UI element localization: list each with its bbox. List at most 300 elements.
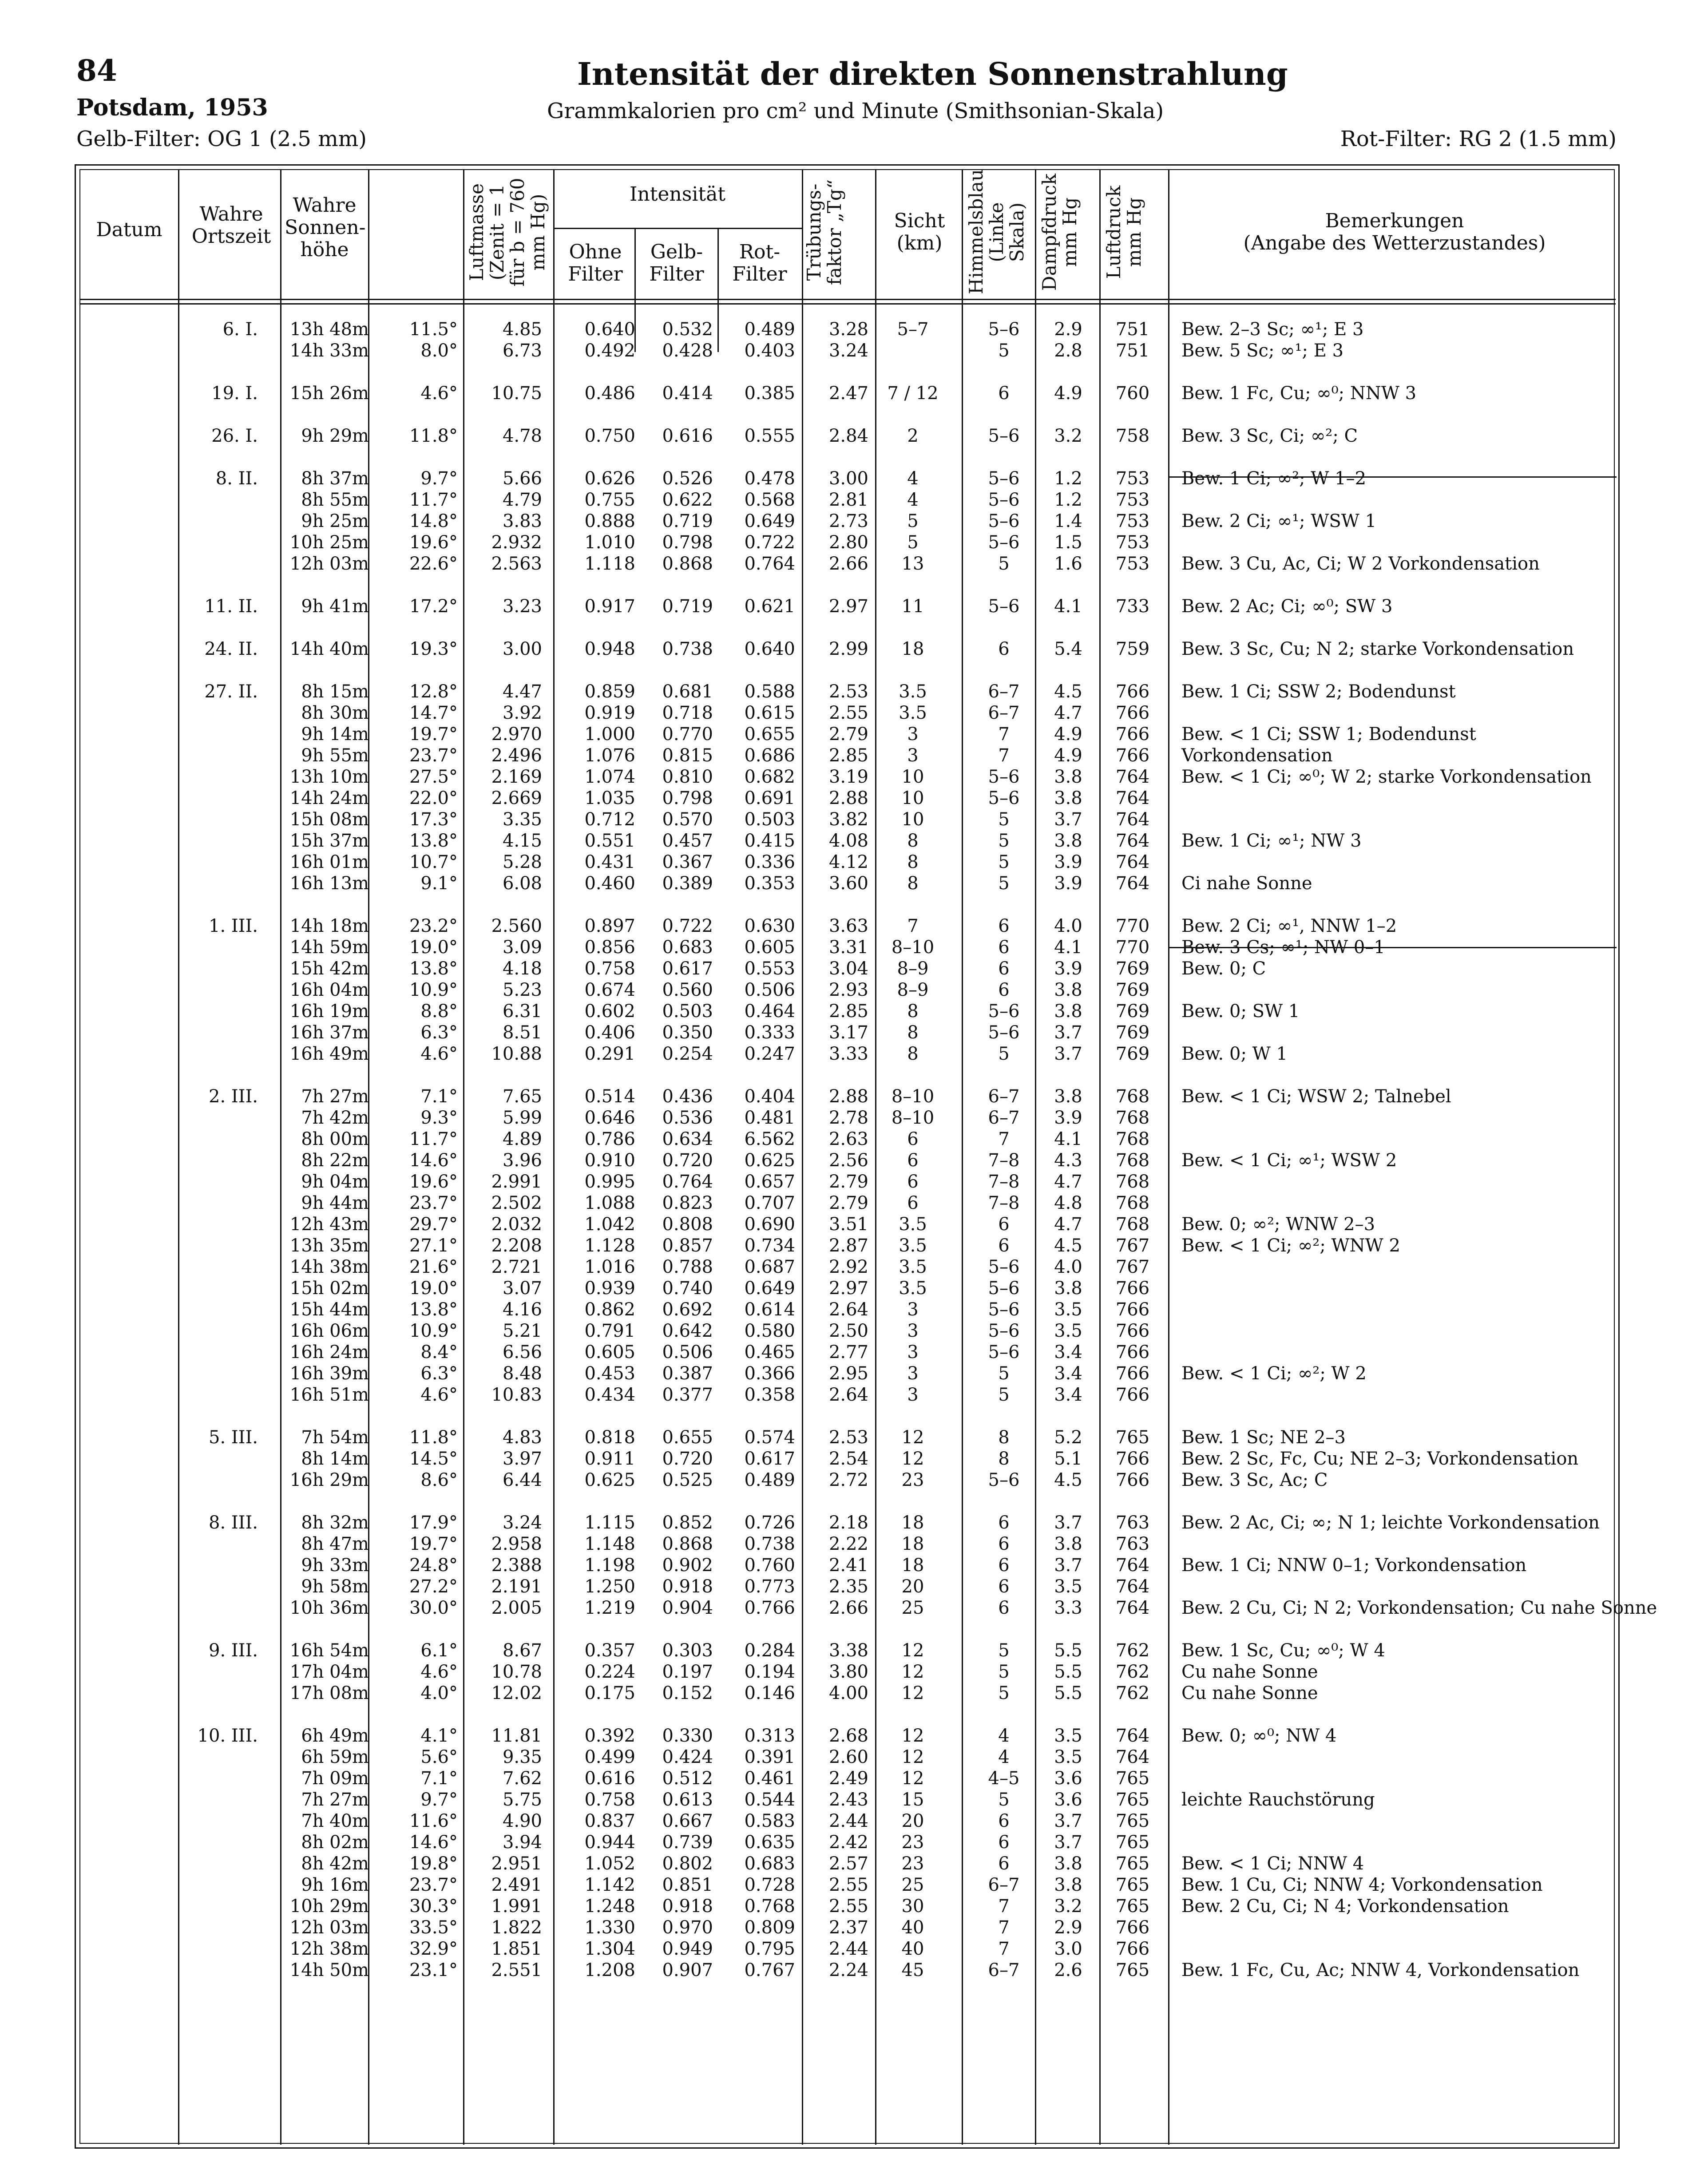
cell-gelb: 0.868 — [662, 1534, 713, 1554]
cell-luft: 4.47 — [502, 681, 542, 702]
cell-sicht: 8 — [907, 873, 919, 894]
cell-sicht: 8 — [907, 852, 919, 872]
cell-time: 8h 30m — [301, 703, 369, 723]
cell-himm: 7 — [998, 1896, 1010, 1916]
cell-tg: 2.87 — [828, 1235, 868, 1256]
header-bemerkungen: Bemerkungen — [1325, 210, 1464, 232]
cell-dampf: 3.8 — [1054, 767, 1082, 787]
cell-druck: 760 — [1115, 383, 1150, 404]
table-row — [76, 830, 1612, 851]
cell-rot: 0.687 — [744, 1257, 795, 1277]
table-row — [76, 1683, 1612, 1704]
cell-ohne: 0.910 — [584, 1150, 635, 1171]
cell-hoehe: 30.3° — [409, 1896, 458, 1916]
cell-bem: Bew. 2 Sc, Fc, Cu; NE 2–3; Vorkondensation — [1181, 1449, 1579, 1469]
cell-sicht: 8–10 — [891, 937, 935, 958]
cell-ohne: 1.198 — [584, 1555, 635, 1576]
cell-himm: 4–5 — [988, 1768, 1020, 1789]
cell-himm: 6 — [998, 1235, 1010, 1256]
cell-ohne: 1.219 — [584, 1598, 635, 1618]
cell-druck: 769 — [1115, 1044, 1150, 1064]
cell-time: 17h 04m — [289, 1662, 369, 1682]
yellow-filter-note: Gelb-Filter: OG 1 (2.5 mm) — [76, 127, 367, 151]
cell-ohne: 0.944 — [584, 1832, 635, 1853]
cell-druck: 766 — [1115, 1299, 1150, 1320]
cell-gelb: 0.350 — [662, 1022, 713, 1043]
cell-gelb: 0.503 — [662, 1001, 713, 1022]
cell-tg: 2.63 — [828, 1129, 868, 1149]
cell-himm: 5–6 — [988, 1001, 1020, 1022]
cell-hoehe: 23.2° — [409, 916, 458, 936]
cell-himm: 5–6 — [988, 788, 1020, 808]
cell-date: 2. III. — [209, 1086, 258, 1107]
table-row — [76, 1917, 1612, 1938]
cell-bem: Bew. 1 Cu, Ci; NNW 4; Vorkondensation — [1181, 1875, 1543, 1895]
cell-time: 10h 36m — [289, 1598, 369, 1618]
cell-druck: 764 — [1115, 1555, 1150, 1576]
cell-himm: 6 — [998, 1576, 1010, 1597]
cell-sicht: 3.5 — [899, 681, 927, 702]
cell-sicht: 40 — [901, 1939, 924, 1959]
cell-luft: 2.721 — [491, 1257, 542, 1277]
cell-hoehe: 14.6° — [409, 1832, 458, 1853]
header-intensitaet: Intensität — [629, 183, 726, 206]
cell-rot: 0.773 — [744, 1576, 795, 1597]
cell-druck: 753 — [1115, 554, 1150, 574]
cell-luft: 3.97 — [502, 1449, 542, 1469]
cell-sicht: 2 — [907, 426, 919, 446]
cell-druck: 770 — [1115, 937, 1150, 958]
cell-himm: 5–6 — [988, 1299, 1020, 1320]
table-row — [76, 1555, 1612, 1576]
cell-himm: 6–7 — [988, 1960, 1020, 1980]
cell-druck: 765 — [1115, 1811, 1150, 1831]
cell-ohne: 1.148 — [584, 1534, 635, 1554]
cell-dampf: 3.7 — [1054, 1022, 1082, 1043]
cell-luft: 2.991 — [491, 1172, 542, 1192]
cell-himm: 7 — [998, 1917, 1010, 1938]
cell-rot: 0.403 — [744, 341, 795, 361]
cell-druck: 765 — [1115, 1896, 1150, 1916]
cell-rot: 0.734 — [744, 1235, 795, 1256]
header-dampfdruck: Dampfdruck mm Hg — [1038, 174, 1081, 291]
cell-ohne: 0.837 — [584, 1811, 635, 1831]
cell-hoehe: 19.6° — [409, 532, 458, 553]
cell-ohne: 1.052 — [584, 1853, 635, 1874]
table-row — [76, 1874, 1612, 1896]
cell-dampf: 1.4 — [1054, 511, 1082, 531]
cell-ohne: 1.010 — [584, 532, 635, 553]
cell-dampf: 3.9 — [1054, 852, 1082, 872]
cell-dampf: 3.9 — [1054, 1108, 1082, 1128]
cell-rot: 0.655 — [744, 724, 795, 744]
cell-druck: 762 — [1115, 1640, 1150, 1661]
cell-gelb: 0.720 — [662, 1449, 713, 1469]
cell-tg: 2.79 — [828, 724, 868, 744]
cell-hoehe: 14.6° — [409, 1150, 458, 1171]
cell-dampf: 3.8 — [1054, 1086, 1082, 1107]
cell-time: 8h 15m — [301, 681, 369, 702]
cell-druck: 764 — [1115, 767, 1150, 787]
cell-dampf: 1.2 — [1054, 468, 1082, 489]
cell-druck: 769 — [1115, 1001, 1150, 1022]
cell-druck: 764 — [1115, 788, 1150, 808]
cell-luft: 2.191 — [491, 1576, 542, 1597]
cell-time: 8h 14m — [301, 1449, 369, 1469]
cell-luft: 5.28 — [502, 852, 542, 872]
cell-himm: 7 — [998, 724, 1010, 744]
cell-sicht: 5–7 — [897, 319, 929, 340]
cell-hoehe: 19.8° — [409, 1853, 458, 1874]
cell-date: 24. II. — [204, 639, 258, 659]
table-row — [76, 596, 1612, 617]
header-sicht: Sicht (km) — [894, 210, 945, 254]
cell-luft: 2.169 — [491, 767, 542, 787]
cell-luft: 2.560 — [491, 916, 542, 936]
cell-himm: 6 — [998, 980, 1010, 1000]
cell-tg: 2.41 — [828, 1555, 868, 1576]
cell-luft: 4.18 — [502, 958, 542, 979]
table-row — [76, 1235, 1612, 1256]
cell-luft: 3.94 — [502, 1832, 542, 1853]
cell-rot: 0.506 — [744, 980, 795, 1000]
cell-sicht: 10 — [901, 767, 924, 787]
cell-dampf: 1.6 — [1054, 554, 1082, 574]
cell-tg: 4.08 — [828, 831, 868, 851]
cell-luft: 3.24 — [502, 1513, 542, 1533]
cell-druck: 767 — [1115, 1257, 1150, 1277]
table-row — [76, 1746, 1612, 1768]
cell-time: 9h 58m — [301, 1576, 369, 1597]
cell-gelb: 0.570 — [662, 809, 713, 830]
cell-sicht: 3 — [907, 745, 919, 766]
cell-hoehe: 6.3° — [420, 1022, 458, 1043]
cell-rot: 0.722 — [744, 532, 795, 553]
cell-gelb: 0.560 — [662, 980, 713, 1000]
cell-luft: 4.89 — [502, 1129, 542, 1149]
cell-hoehe: 8.8° — [420, 1001, 458, 1022]
cell-sicht: 12 — [901, 1747, 924, 1767]
cell-tg: 2.64 — [828, 1385, 868, 1405]
cell-rot: 0.682 — [744, 767, 795, 787]
cell-tg: 4.00 — [828, 1683, 868, 1703]
cell-druck: 753 — [1115, 532, 1150, 553]
cell-time: 16h 06m — [289, 1321, 369, 1341]
cell-druck: 762 — [1115, 1683, 1150, 1703]
cell-druck: 766 — [1115, 1342, 1150, 1362]
cell-dampf: 2.9 — [1054, 319, 1082, 340]
cell-date: 10. III. — [197, 1726, 258, 1746]
cell-time: 14h 40m — [289, 639, 369, 659]
cell-bem: Bew. 1 Fc, Cu; ∞⁰; NNW 3 — [1181, 383, 1417, 404]
cell-tg: 2.24 — [828, 1960, 868, 1980]
page-title: Intensität der direkten Sonnenstrahlung — [577, 55, 1288, 92]
cell-rot: 0.580 — [744, 1321, 795, 1341]
cell-sicht: 7 — [907, 916, 919, 936]
cell-dampf: 3.6 — [1054, 1768, 1082, 1789]
cell-hoehe: 4.6° — [420, 383, 458, 404]
cell-hoehe: 4.6° — [420, 1044, 458, 1064]
header-bemerkungen-sub: (Angabe des Wetterzustandes) — [1243, 232, 1546, 254]
cell-time: 16h 13m — [289, 873, 369, 894]
table-row — [76, 1725, 1612, 1746]
cell-gelb: 0.719 — [662, 596, 713, 617]
table-row — [76, 1086, 1612, 1107]
cell-himm: 8 — [998, 1427, 1010, 1448]
cell-luft: 2.958 — [491, 1534, 542, 1554]
cell-druck: 769 — [1115, 980, 1150, 1000]
cell-rot: 0.391 — [744, 1747, 795, 1767]
cell-hoehe: 17.2° — [409, 596, 458, 617]
cell-ohne: 0.995 — [584, 1172, 635, 1192]
header-himmelsblau: Himmelsblau (Linke Skala) — [965, 169, 1028, 294]
cell-hoehe: 22.0° — [409, 788, 458, 808]
cell-luft: 11.81 — [491, 1726, 542, 1746]
cell-luft: 4.90 — [502, 1811, 542, 1831]
cell-ohne: 0.175 — [584, 1683, 635, 1703]
cell-gelb: 0.852 — [662, 1513, 713, 1533]
cell-dampf: 3.7 — [1054, 1832, 1082, 1853]
header-gelb-filter: Gelb-Filter — [649, 241, 704, 285]
cell-druck: 768 — [1115, 1150, 1150, 1171]
cell-luft: 7.65 — [502, 1086, 542, 1107]
cell-luft: 3.07 — [502, 1278, 542, 1299]
cell-tg: 3.82 — [828, 809, 868, 830]
cell-tg: 2.85 — [828, 1001, 868, 1022]
table-row — [76, 1299, 1612, 1320]
cell-rot: 0.707 — [744, 1193, 795, 1213]
cell-himm: 5 — [998, 1363, 1010, 1384]
cell-bem: Bew. 1 Sc, Cu; ∞⁰; W 4 — [1181, 1640, 1385, 1661]
cell-date: 9. III. — [209, 1640, 258, 1661]
cell-rot: 0.336 — [744, 852, 795, 872]
cell-bem: Bew. < 1 Ci; ∞¹; WSW 2 — [1181, 1150, 1397, 1171]
cell-dampf: 4.8 — [1054, 1193, 1082, 1213]
cell-tg: 2.53 — [828, 1427, 868, 1448]
cell-tg: 2.66 — [828, 554, 868, 574]
cell-hoehe: 4.0° — [420, 1683, 458, 1703]
cell-rot: 0.366 — [744, 1363, 795, 1384]
cell-hoehe: 23.7° — [409, 745, 458, 766]
cell-tg: 2.80 — [828, 532, 868, 553]
cell-tg: 2.68 — [828, 1726, 868, 1746]
cell-sicht: 10 — [901, 788, 924, 808]
cell-himm: 7–8 — [988, 1150, 1020, 1171]
cell-sicht: 3.5 — [899, 1214, 927, 1235]
cell-bem: Bew. 2 Ac, Ci; ∞; N 1; leichte Vorkondensation — [1181, 1513, 1600, 1533]
cell-tg: 2.53 — [828, 681, 868, 702]
cell-rot: 0.738 — [744, 1534, 795, 1554]
cell-dampf: 3.5 — [1054, 1576, 1082, 1597]
table-row — [76, 532, 1612, 553]
cell-time: 7h 54m — [301, 1427, 369, 1448]
cell-gelb: 0.718 — [662, 703, 713, 723]
cell-sicht: 12 — [901, 1726, 924, 1746]
cell-ohne: 0.492 — [584, 341, 635, 361]
cell-himm: 5 — [998, 1662, 1010, 1682]
cell-tg: 2.92 — [828, 1257, 868, 1277]
cell-date: 6. I. — [222, 319, 258, 340]
red-filter-note: Rot-Filter: RG 2 (1.5 mm) — [1340, 127, 1617, 151]
cell-luft: 2.491 — [491, 1875, 542, 1895]
cell-ohne: 0.791 — [584, 1321, 635, 1341]
cell-rot: 0.621 — [744, 596, 795, 617]
table-row — [76, 1512, 1612, 1533]
table-row — [76, 745, 1612, 766]
cell-hoehe: 8.6° — [420, 1470, 458, 1490]
cell-hoehe: 13.8° — [409, 1299, 458, 1320]
cell-tg: 2.54 — [828, 1449, 868, 1469]
cell-sicht: 12 — [901, 1427, 924, 1448]
cell-ohne: 1.000 — [584, 724, 635, 744]
cell-rot: 0.649 — [744, 511, 795, 531]
cell-sicht: 6 — [907, 1129, 919, 1149]
cell-time: 7h 42m — [301, 1108, 369, 1128]
table-row — [76, 489, 1612, 511]
cell-dampf: 5.4 — [1054, 639, 1082, 659]
cell-time: 15h 08m — [289, 809, 369, 830]
cell-date: 8. II. — [215, 468, 258, 489]
cell-hoehe: 6.3° — [420, 1363, 458, 1384]
cell-luft: 4.79 — [502, 490, 542, 510]
cell-dampf: 3.8 — [1054, 1534, 1082, 1554]
cell-rot: 0.568 — [744, 490, 795, 510]
table-row — [76, 724, 1612, 745]
cell-dampf: 3.7 — [1054, 1555, 1082, 1576]
cell-ohne: 1.088 — [584, 1193, 635, 1213]
cell-luft: 5.75 — [502, 1790, 542, 1810]
cell-dampf: 4.9 — [1054, 383, 1082, 404]
cell-tg: 2.85 — [828, 745, 868, 766]
cell-gelb: 0.683 — [662, 937, 713, 958]
cell-rot: 0.809 — [744, 1917, 795, 1938]
cell-dampf: 4.9 — [1054, 745, 1082, 766]
cell-sicht: 12 — [901, 1640, 924, 1661]
cell-hoehe: 19.7° — [409, 724, 458, 744]
cell-rot: 0.415 — [744, 831, 795, 851]
cell-druck: 768 — [1115, 1129, 1150, 1149]
cell-tg: 4.12 — [828, 852, 868, 872]
cell-gelb: 0.506 — [662, 1342, 713, 1362]
cell-luft: 3.23 — [502, 596, 542, 617]
cell-tg: 3.04 — [828, 958, 868, 979]
cell-bem: Vorkondensation — [1181, 745, 1333, 766]
table-row — [76, 1789, 1612, 1810]
cell-bem: Bew. 3 Sc, Ci; ∞²; C — [1181, 426, 1358, 446]
cell-tg: 2.84 — [828, 426, 868, 446]
cell-time: 16h 24m — [289, 1342, 369, 1362]
cell-rot: 0.683 — [744, 1853, 795, 1874]
cell-himm: 7 — [998, 1129, 1010, 1149]
cell-dampf: 4.9 — [1054, 724, 1082, 744]
station-year: Potsdam, 1953 — [76, 94, 268, 121]
cell-himm: 5–6 — [988, 1278, 1020, 1299]
cell-luft: 1.851 — [491, 1939, 542, 1959]
cell-dampf: 4.1 — [1054, 937, 1082, 958]
cell-himm: 6 — [998, 1513, 1010, 1533]
cell-bem: Bew. 0; ∞²; WNW 2–3 — [1181, 1214, 1375, 1235]
cell-dampf: 4.0 — [1054, 1257, 1082, 1277]
cell-gelb: 0.770 — [662, 724, 713, 744]
cell-gelb: 0.857 — [662, 1235, 713, 1256]
cell-time: 9h 04m — [301, 1172, 369, 1192]
cell-ohne: 0.392 — [584, 1726, 635, 1746]
cell-dampf: 4.5 — [1054, 681, 1082, 702]
cell-rot: 0.489 — [744, 1470, 795, 1490]
table-row — [76, 809, 1612, 830]
cell-druck: 765 — [1115, 1960, 1150, 1980]
cell-tg: 3.00 — [828, 468, 868, 489]
cell-ohne: 0.291 — [584, 1044, 635, 1064]
cell-rot: 0.358 — [744, 1385, 795, 1405]
cell-hoehe: 24.8° — [409, 1555, 458, 1576]
cell-gelb: 0.798 — [662, 532, 713, 553]
cell-sicht: 3 — [907, 1363, 919, 1384]
cell-hoehe: 9.1° — [420, 873, 458, 894]
cell-druck: 765 — [1115, 1768, 1150, 1789]
cell-rot: 0.464 — [744, 1001, 795, 1022]
cell-sicht: 6 — [907, 1150, 919, 1171]
cell-rot: 6.562 — [744, 1129, 795, 1149]
cell-time: 8h 00m — [301, 1129, 369, 1149]
cell-dampf: 3.2 — [1054, 426, 1082, 446]
cell-time: 15h 37m — [289, 831, 369, 851]
table-row — [76, 1576, 1612, 1597]
cell-tg: 2.97 — [828, 1278, 868, 1299]
cell-gelb: 0.428 — [662, 341, 713, 361]
cell-luft: 4.83 — [502, 1427, 542, 1448]
cell-ohne: 1.035 — [584, 788, 635, 808]
cell-hoehe: 7.1° — [420, 1086, 458, 1107]
cell-time: 9h 33m — [301, 1555, 369, 1576]
table-row — [76, 319, 1612, 340]
cell-dampf: 3.8 — [1054, 980, 1082, 1000]
cell-druck: 753 — [1115, 490, 1150, 510]
cell-hoehe: 11.7° — [409, 490, 458, 510]
cell-luft: 6.31 — [502, 1001, 542, 1022]
table-row — [76, 1128, 1612, 1150]
table-row — [76, 511, 1612, 532]
table-row — [76, 1150, 1612, 1171]
cell-luft: 6.73 — [502, 341, 542, 361]
cell-rot: 0.247 — [744, 1044, 795, 1064]
cell-bem: Bew. 1 Ci; ∞²; W 1–2 — [1181, 468, 1367, 489]
cell-dampf: 4.3 — [1054, 1150, 1082, 1171]
cell-luft: 2.563 — [491, 554, 542, 574]
cell-sicht: 3.5 — [899, 1257, 927, 1277]
cell-himm: 6–7 — [988, 1875, 1020, 1895]
cell-rot: 0.726 — [744, 1513, 795, 1533]
cell-rot: 0.583 — [744, 1811, 795, 1831]
cell-himm: 5–6 — [988, 1470, 1020, 1490]
cell-rot: 0.605 — [744, 937, 795, 958]
table-row — [76, 766, 1612, 788]
cell-dampf: 4.7 — [1054, 703, 1082, 723]
cell-ohne: 0.514 — [584, 1086, 635, 1107]
cell-dampf: 3.7 — [1054, 1044, 1082, 1064]
cell-hoehe: 19.0° — [409, 937, 458, 958]
cell-hoehe: 6.1° — [420, 1640, 458, 1661]
cell-bem: Bew. 1 Ci; SSW 2; Bodendunst — [1181, 681, 1456, 702]
cell-tg: 3.33 — [828, 1044, 868, 1064]
cell-gelb: 0.377 — [662, 1385, 713, 1405]
cell-luft: 3.83 — [502, 511, 542, 531]
cell-sicht: 8 — [907, 1001, 919, 1022]
cell-himm: 5 — [998, 1790, 1010, 1810]
cell-druck: 733 — [1115, 596, 1150, 617]
cell-dampf: 2.9 — [1054, 1917, 1082, 1938]
cell-sicht: 12 — [901, 1662, 924, 1682]
